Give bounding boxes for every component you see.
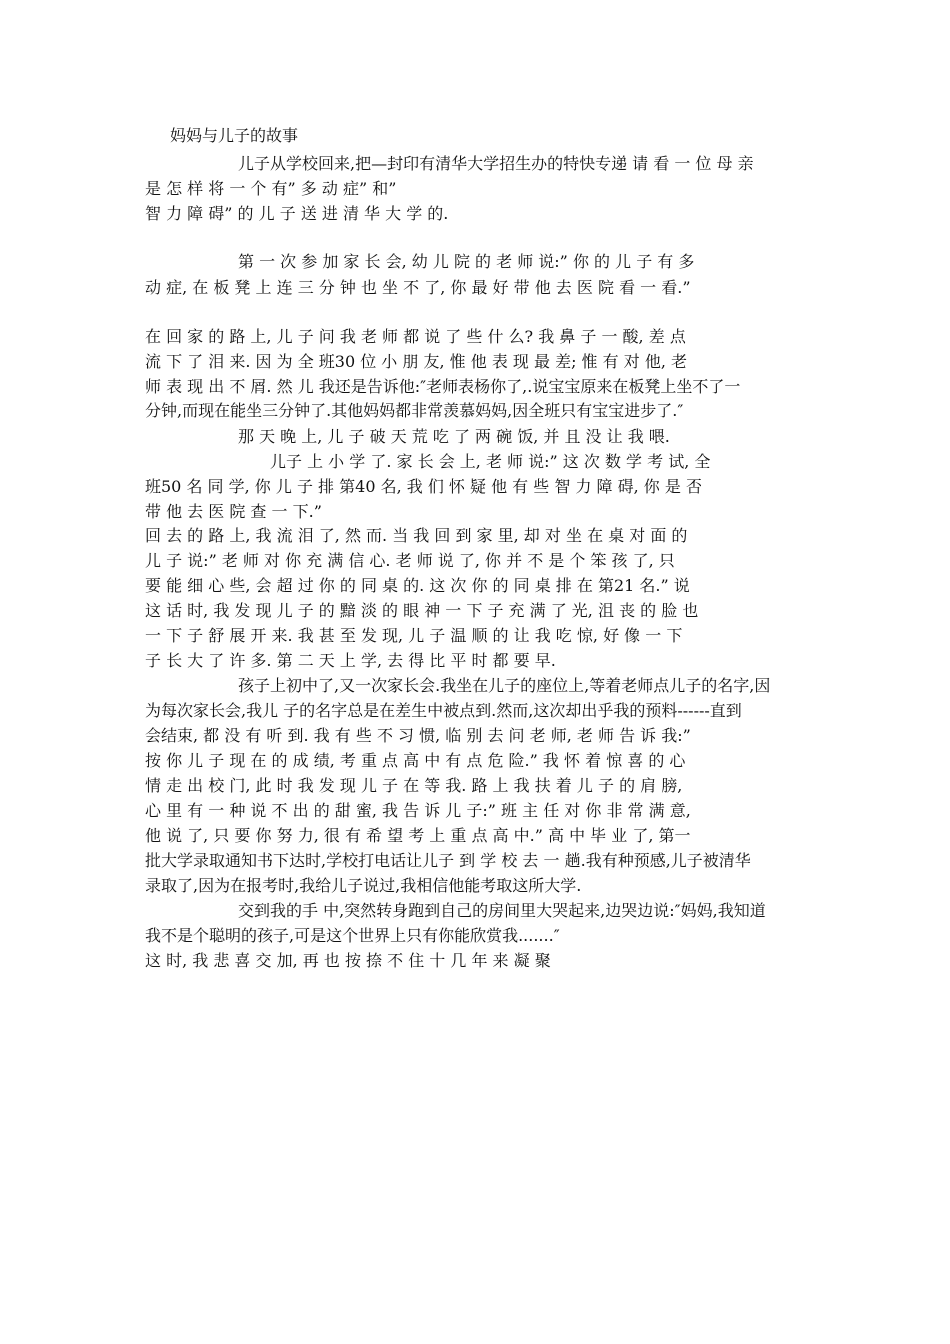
text-line: 这 话 时, 我 发 现 儿 子 的 黯 淡 的 眼 神 一 下 子 充 满 了 光, 沮 丧 的 脸 也 [145, 601, 699, 620]
text-line: 那 天 晚 上, 儿 子 破 天 荒 吃 了 两 碗 饭, 并 且 没 让 我 喂. [238, 427, 670, 446]
text-line: 情 走 出 校 门, 此 时 我 发 现 儿 子 在 等 我. 路 上 我 扶 着 儿 子 的 肩 膀, [145, 776, 683, 795]
text-line: 第 一 次 参 加 家 长 会, 幼 儿 院 的 老 师 说:” 你 的 儿 子 有 多 [238, 252, 695, 271]
text-line: 这 时, 我 悲 喜 交 加, 再 也 按 捺 不 住 十 几 年 来 凝 聚 [145, 951, 551, 970]
text-line: 按 你 儿 子 现 在 的 成 绩, 考 重 点 高 中 有 点 危 险.” 我 怀 着 惊 喜 的 心 [145, 751, 686, 770]
text-line: 孩子上初中了,又一次家长会.我坐在儿子的座位上,等着老师点儿子的名字,因 [238, 676, 771, 695]
text-line: 班50 名 同 学, 你 儿 子 排 第40 名, 我 们 怀 疑 他 有 些 智 力 障 碍, 你 是 否 [145, 477, 702, 496]
text-line: 一 下 子 舒 展 开 来. 我 甚 至 发 现, 儿 子 温 顺 的 让 我 吃 惊, 好 像 一 下 [145, 626, 683, 645]
text-line: 为每次家长会,我儿 子的名字总是在差生中被点到.然而,这次却出乎我的预料------直到 [145, 701, 742, 720]
text-line: 儿子从学校回来,把—封印有清华大学招生办的特快专递 请 看 一 位 母 亲 [238, 154, 754, 173]
text-line: 智 力 障 碍” 的 儿 子 送 进 清 华 大 学 的. [145, 204, 449, 223]
text-line: 批大学录取通知书下达时,学校打电话让儿子 到 学 校 去 一 趟.我有种预感,儿子被清华 [145, 851, 751, 870]
text-line: 儿 子 说:” 老 师 对 你 充 满 信 心. 老 师 说 了, 你 并 不 是 个 笨 孩 了, 只 [145, 551, 675, 570]
text-line: 要 能 细 心 些, 会 超 过 你 的 同 桌 的. 这 次 你 的 同 桌 排 在 第21 名.” 说 [145, 576, 690, 595]
text-line: 带 他 去 医 院 查 一 下.” [145, 502, 322, 521]
text-line: 子 长 大 了 许 多. 第 二 天 上 学, 去 得 比 平 时 都 要 早. [145, 651, 556, 670]
text-line: 是 怎 样 将 一 个 有” 多 动 症” 和” [145, 179, 397, 198]
text-line: 我不是个聪明的孩子,可是这个世界上只有你能欣赏我.......″ [145, 926, 560, 945]
document-title: 妈妈与儿子的故事 [170, 126, 299, 145]
text-line: 他 说 了, 只 要 你 努 力, 很 有 希 望 考 上 重 点 高 中.” 高 中 毕 业 了, 第一 [145, 826, 691, 845]
text-line: 儿子 上 小 学 了. 家 长 会 上, 老 师 说:” 这 次 数 学 考 试, 全 [270, 452, 711, 471]
text-line: 分钟,而现在能坐三分钟了.其他妈妈都非常羡慕妈妈,因全班只有宝宝进步了.″ [145, 401, 684, 420]
text-line: 会结束, 都 没 有 听 到. 我 有 些 不 习 惯, 临 别 去 问 老 师, 老 师 告 诉 我:” [145, 726, 691, 745]
text-line: 交到我的手 中,突然转身跑到自己的房间里大哭起来,边哭边说:″妈妈,我知道 [238, 901, 766, 920]
text-line: 在 回 家 的 路 上, 儿 子 问 我 老 师 都 说 了 些 什 么? 我 鼻 子 一 酸, 差 点 [145, 327, 686, 346]
text-line: 动 症, 在 板 凳 上 连 三 分 钟 也 坐 不 了, 你 最 好 带 他 去 医 院 看 一 看.” [145, 278, 691, 297]
text-line: 流 下 了 泪 来. 因 为 全 班30 位 小 朋 友, 惟 他 表 现 最 差; 惟 有 对 他, 老 [145, 352, 687, 371]
text-line: 录取了,因为在报考时,我给儿子说过,我相信他能考取这所大学. [145, 876, 582, 895]
text-line: 心 里 有 一 种 说 不 出 的 甜 蜜, 我 告 诉 儿 子:” 班 主 任 对 你 非 常 满 意, [145, 801, 691, 820]
text-line: 回 去 的 路 上, 我 流 泪 了, 然 而. 当 我 回 到 家 里, 却 对 坐 在 桌 对 面 的 [145, 526, 688, 545]
text-line: 师 表 现 出 不 屑. 然 儿 我还是告诉他:″老师表杨你了,.说宝宝原来在板凳上坐不了一 [145, 377, 741, 396]
